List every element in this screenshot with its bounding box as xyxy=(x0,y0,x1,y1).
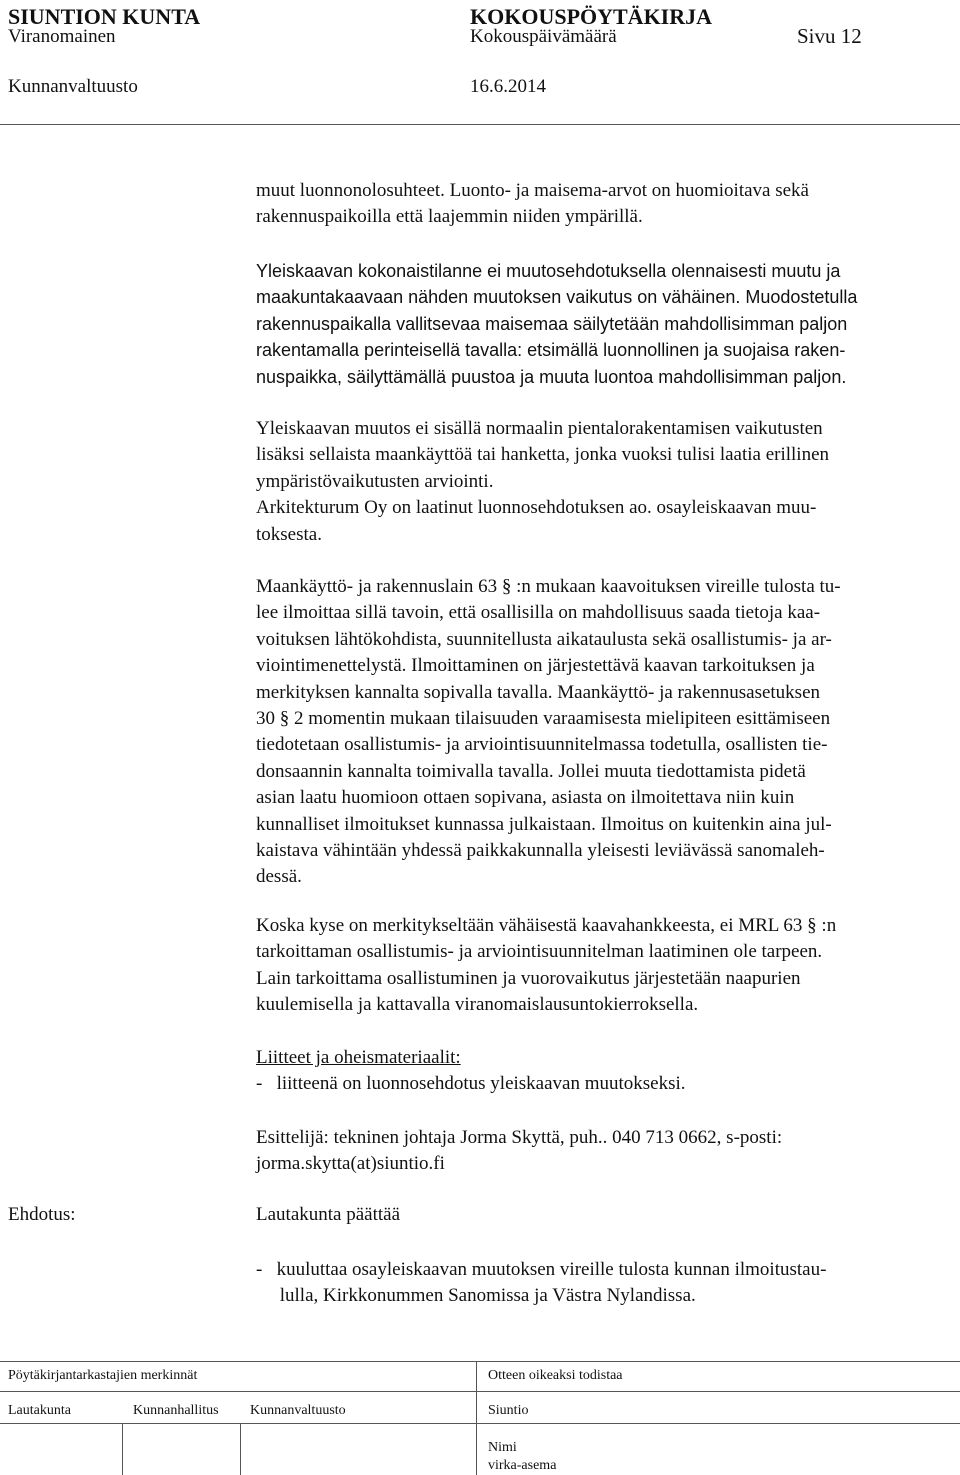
header-rule xyxy=(0,124,960,125)
footer-municipality: Siuntio xyxy=(488,1403,529,1418)
date-value: 16.6.2014 xyxy=(470,76,546,97)
text-line: Koska kyse on merkitykseltään vähäisestä kaavahankkeesta, ei MRL 63 § :n xyxy=(256,915,837,936)
footer-col-kunnanhallitus: Kunnanhallitus xyxy=(133,1403,219,1418)
text-line: kunnalliset ilmoitukset kunnassa julkaistaan. Ilmoitus on kuitenkin aina jul- xyxy=(256,813,832,835)
text-line: merkityksen kannalta sopivalla tavalla. Maankäyttö- ja rakennusasetuksen xyxy=(256,681,821,703)
attachments-section xyxy=(256,1045,686,1098)
footer-divider xyxy=(476,1361,477,1475)
text-line: tarkoittaman osallistumis- ja arviointisuunnitelman laatiminen ole tarpeen. xyxy=(256,941,823,963)
doc-type: KOKOUSPÖYTÄKIRJA xyxy=(470,4,713,29)
paragraph-1 xyxy=(256,178,809,231)
text-line: - kuuluttaa osayleiskaavan muutoksen vireille tulosta kunnan ilmoitustau- xyxy=(256,1259,827,1280)
text-line: Lain tarkoittama osallistuminen ja vuorovaikutus järjestetään naapurien xyxy=(256,967,801,989)
attachments-heading: Liitteet ja oheismateriaalit: xyxy=(256,1047,461,1068)
text-line: kaistava vähintään yhdessä paikkakunnalla yleisesti leviävässä sanomaleh- xyxy=(256,839,825,861)
text-line: asian laatu huomioon ottaen sopivana, asiasta on ilmoitettava niin kuin xyxy=(256,787,795,809)
page-number: Sivu 12 xyxy=(797,24,862,48)
text-line: lee ilmoittaa sillä tavoin, että osallisilla on mahdollisuus saada tietoja kaa- xyxy=(256,602,821,624)
text-line: 30 § 2 momentin mukaan tilaisuuden varaamisesta mielipiteen esittämiseen xyxy=(256,707,831,729)
text-line: dessä. xyxy=(256,866,302,888)
text-line: donsaannin kannalta toimivalla tavalla. Jollei muuta tiedottamista pidetä xyxy=(256,760,806,782)
text-line: toksesta. xyxy=(256,523,322,545)
text-line: Yleiskaavan muutos ei sisällä normaalin pientalorakentamisen vaikutusten xyxy=(256,418,823,439)
footer-col-kunnanvaltuusto: Kunnanvaltuusto xyxy=(250,1403,346,1418)
footer-col-lautakunta: Lautakunta xyxy=(8,1403,71,1418)
paragraph-3 xyxy=(256,416,829,548)
text-line: ympäristövaikutusten arviointi. xyxy=(256,470,494,492)
proposal-label: Ehdotus: xyxy=(8,1204,76,1225)
text-line: voituksen lähtökohdista, suunnitellusta aikataulusta sekä osallistumis- ja ar- xyxy=(256,628,832,650)
authority-label: Viranomainen xyxy=(8,26,116,47)
text-line: tiedotetaan osallistumis- ja arviointisuunnitelmassa todetulla, osallisten tie- xyxy=(256,734,828,756)
attachment-item: - liitteenä on luonnosehdotus yleiskaavan muutokseksi. xyxy=(256,1073,686,1095)
footer-middle-rule xyxy=(0,1391,960,1392)
footer-col-divider-1 xyxy=(122,1423,123,1475)
text-line: kuulemisella ja kattavalla viranomaislausuntokierroksella. xyxy=(256,994,699,1016)
footer-top-rule xyxy=(0,1361,960,1362)
date-label: Kokouspäivämäärä xyxy=(470,26,617,47)
text-line: muut luonnonolosuhteet. Luonto- ja maisema-arvot on huomioitava sekä xyxy=(256,180,809,201)
footer-row-rule xyxy=(0,1423,960,1424)
decision-heading: Lautakunta päättää xyxy=(256,1204,401,1225)
paragraph-5 xyxy=(256,913,836,1019)
text-line: Maankäyttö- ja rakennuslain 63 § :n mukaan kaavoituksen vireille tulosta tu- xyxy=(256,576,841,597)
authority-value: Kunnanvaltuusto xyxy=(8,76,138,97)
presenter-info xyxy=(256,1125,782,1178)
text-line: rakennuspaikoilla että laajemmin niiden ympärillä. xyxy=(256,206,643,228)
org-name: SIUNTION KUNTA xyxy=(8,4,201,29)
decision-item xyxy=(256,1257,826,1310)
text-line: rakentamalla perinteisellä tavalla: etsimällä luonnollinen ja suojaisa raken- xyxy=(256,340,846,361)
reviewers-label: Pöytäkirjantarkastajien merkinnät xyxy=(8,1368,198,1383)
text-line: maakuntakaavaan nähden muutoksen vaikutus on vähäinen. Muodostetulla xyxy=(256,287,858,308)
text-line: rakennuspaikalla vallitsevaa maisemaa säilytetään mahdollisimman paljon xyxy=(256,313,848,334)
footer-title-label: virka-asema xyxy=(488,1458,557,1473)
text-line: viointimenettelystä. Ilmoittaminen on järjestettävä kaavan tarkoituksen ja xyxy=(256,655,815,677)
certified-label: Otteen oikeaksi todistaa xyxy=(488,1368,623,1383)
footer-col-divider-2 xyxy=(240,1423,241,1475)
footer-name-label: Nimi xyxy=(488,1440,517,1455)
text-line: Arkitekturum Oy on laatinut luonnosehdotuksen ao. osayleiskaavan muu- xyxy=(256,497,817,519)
text-line: Esittelijä: tekninen johtaja Jorma Skyttä, puh.. 040 713 0662, s-posti: xyxy=(256,1127,783,1148)
text-line: Yleiskaavan kokonaistilanne ei muutosehdotuksella olennaisesti muutu ja xyxy=(256,261,841,281)
text-line: nuspaikka, säilyttämällä puustoa ja muuta luontoa mahdollisimman paljon. xyxy=(256,366,847,387)
text-line: jorma.skytta(at)siuntio.fi xyxy=(256,1153,445,1175)
paragraph-2 xyxy=(256,258,857,390)
paragraph-4 xyxy=(256,574,841,891)
text-line: lulla, Kirkkonummen Sanomissa ja Västra Nylandissa. xyxy=(256,1285,696,1307)
text-line: lisäksi sellaista maankäyttöä tai hanketta, jonka vuoksi tulisi laatia erillinen xyxy=(256,444,830,466)
